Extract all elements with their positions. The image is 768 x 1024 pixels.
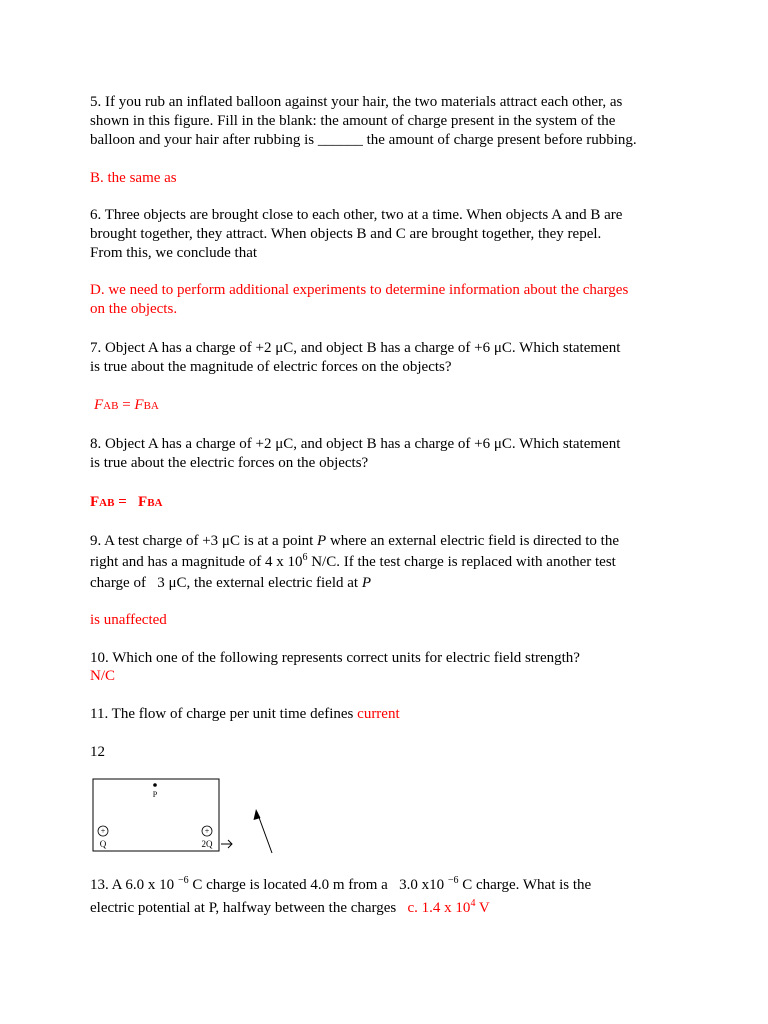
q13-line-1-a: 13. A 6.0 x 10: [90, 877, 178, 893]
q7-line-2: is true about the magnitude of electric forces on the objects?: [90, 359, 452, 375]
q9-line-2: [90, 553, 616, 572]
q9-line-2-b: N/C. If the test charge is replaced with another test: [307, 554, 616, 570]
q13-line-1-b: C charge is located 4.0 m from a 3.0 x10: [188, 877, 448, 893]
q12-figure: [90, 776, 290, 860]
q9-line-1-a: 9. A test charge of +3 μC is at a point: [90, 533, 318, 549]
q13-line-1-c: C charge. What is the: [458, 877, 592, 893]
q5-line-1: 5. If you rub an inflated balloon against your hair, the two materials attract each other, as: [90, 94, 623, 110]
q7-answer: [94, 396, 159, 416]
q9-line-1-b: where an external electric field is directed to the: [326, 533, 619, 549]
q10-answer: N/C: [90, 668, 116, 684]
q5-line-2: shown in this figure. Fill in the blank: the amount of charge present in the system of the: [90, 113, 616, 129]
q6-answer-line-2: on the objects.: [90, 301, 178, 317]
q13-answer-sup: 4: [470, 898, 476, 909]
q13-line-2-text: electric potential at P, halfway between the charges: [90, 900, 408, 916]
q8-line-2: is true about the electric forces on the objects?: [90, 455, 369, 471]
q13-line-2: [90, 899, 490, 918]
q7-answer-f2: F: [134, 397, 144, 413]
q9-line-1: [90, 532, 619, 551]
q13-line-1-sup1: −6: [177, 875, 189, 886]
q13-answer-a: c. 1.4 x 10: [407, 900, 471, 916]
point-p-dot: [153, 783, 157, 787]
q11-answer: current: [357, 706, 400, 722]
q9-line-2-a: right and has a magnitude of 4 x 10: [90, 554, 303, 570]
q8-answer-s1: AB: [99, 497, 115, 509]
q7-line-1: 7. Object A has a charge of +2 μC, and object B has a charge of +6 μC. Which statement: [90, 340, 621, 356]
point-p-label: P: [152, 790, 158, 799]
charge-q-label: Q: [99, 839, 107, 849]
q13-answer-b: V: [475, 900, 490, 916]
charge-q-sign: +: [100, 826, 106, 836]
q13-answer: [408, 900, 490, 916]
q9-line-2-sup: 6: [302, 552, 308, 563]
q8-answer: [90, 493, 162, 513]
charge-2q-sign: +: [204, 826, 210, 836]
q6-line-1: 6. Three objects are brought close to each other, two at a time. When objects A and B are: [90, 207, 623, 223]
q8-line-1: 8. Object A has a charge of +2 μC, and object B has a charge of +6 μC. Which statement: [90, 436, 621, 452]
q8-answer-f2: F: [138, 494, 148, 510]
q8-answer-s2: BA: [147, 497, 163, 509]
q9-line-3: [90, 574, 371, 593]
q6-answer-line-1: D. we need to perform additional experiments to determine information about the charges: [90, 282, 629, 298]
q11-text: 11. The flow of charge per unit time defines: [90, 706, 358, 722]
q13-line-1-sup2: −6: [447, 875, 459, 886]
q7-answer-s2: BA: [143, 400, 159, 412]
q11-line: [90, 705, 400, 724]
q10-line: 10. Which one of the following represents correct units for electric field strength?: [90, 650, 580, 666]
q8-answer-eq: =: [114, 494, 139, 510]
q6-line-3: From this, we conclude that: [90, 245, 258, 261]
q12-label: 12: [90, 744, 105, 760]
q9-line-3-a: charge of 3 μC, the external electric field at: [90, 575, 362, 591]
q7-answer-eq: =: [118, 397, 135, 413]
q5-line-3: balloon and your hair after rubbing is ______ the amount of charge present before rubbing.: [90, 132, 637, 148]
q8-answer-f1: F: [90, 494, 100, 510]
charge-2q-label: 2Q: [201, 839, 213, 849]
q9-line-1-p: P: [317, 533, 327, 549]
q9-line-3-p: P: [361, 575, 371, 591]
q13-line-1: [90, 876, 591, 895]
q5-answer: B. the same as: [90, 170, 177, 186]
q7-answer-f1: F: [94, 397, 104, 413]
q7-answer-s1: AB: [103, 400, 119, 412]
q6-line-2: brought together, they attract. When objects B and C are brought together, they repel.: [90, 226, 602, 242]
q9-answer: is unaffected: [90, 612, 167, 628]
